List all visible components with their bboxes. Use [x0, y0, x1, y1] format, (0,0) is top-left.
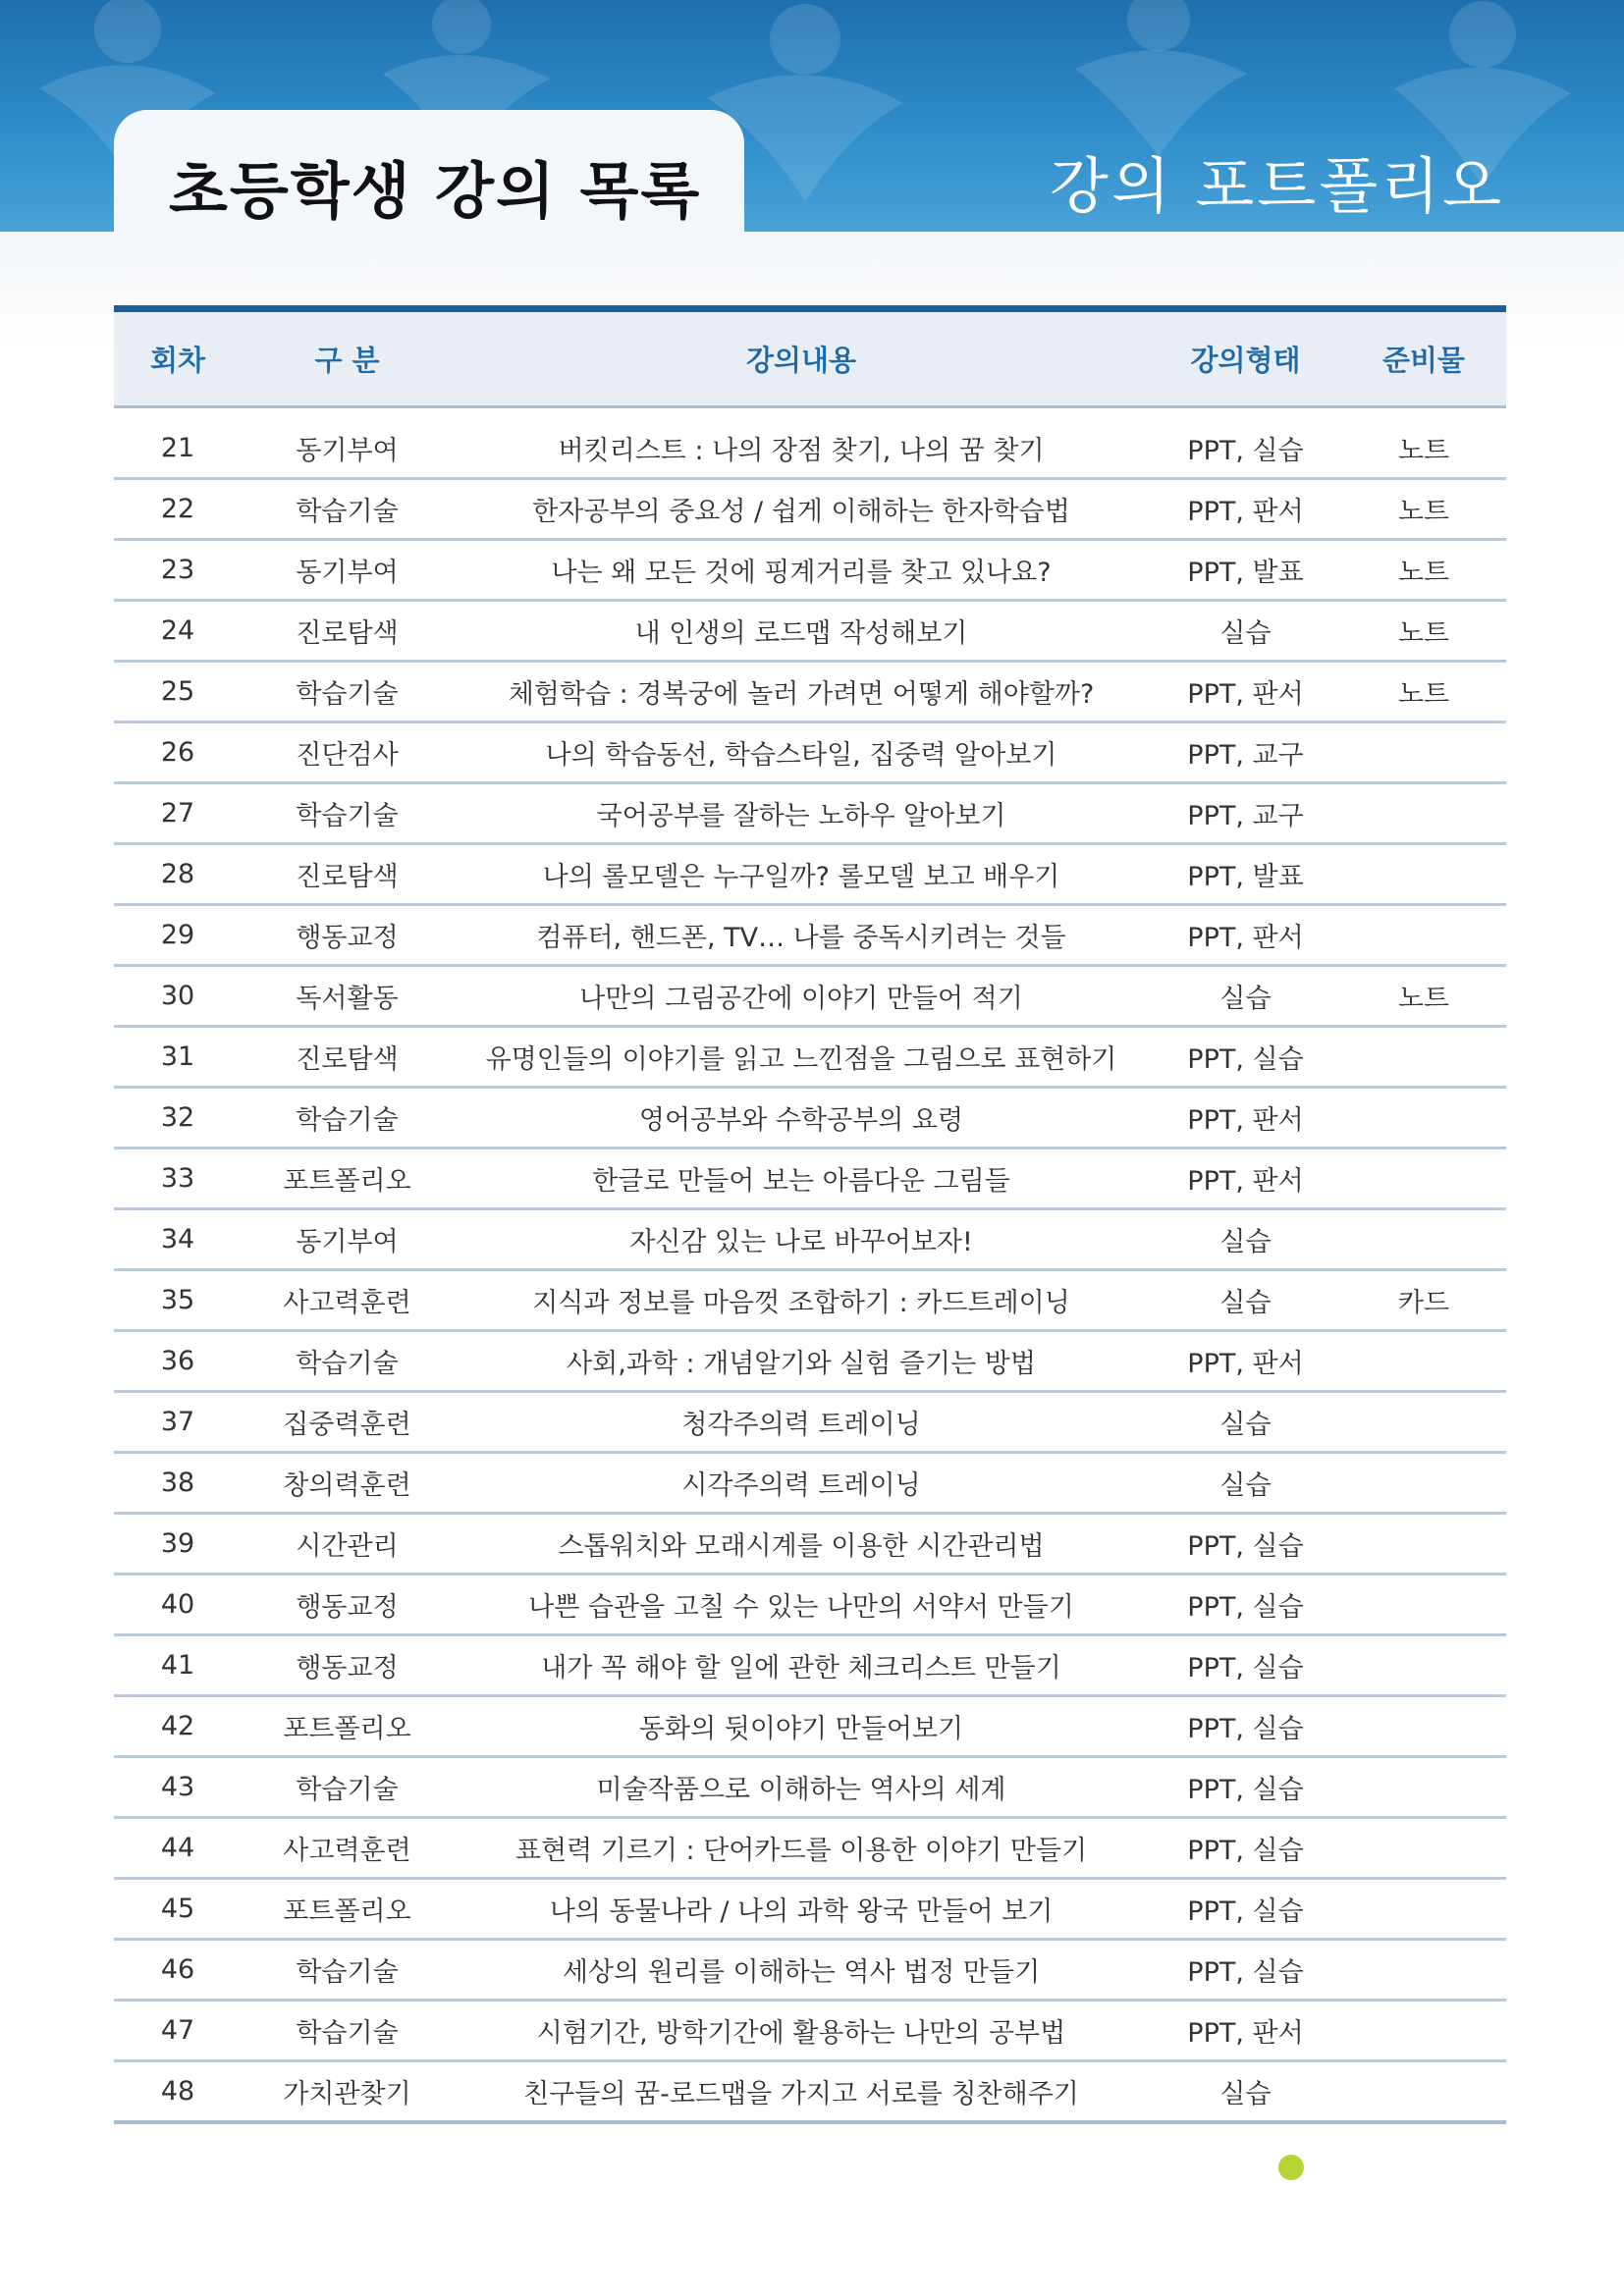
cell-format: 실습: [1150, 1453, 1341, 1514]
cell-category: 집중력훈련: [242, 1392, 453, 1453]
cell-materials: [1341, 1088, 1506, 1148]
cell-content: 나만의 그림공간에 이야기 만들어 적기: [453, 966, 1150, 1027]
cell-format: 실습: [1150, 1209, 1341, 1270]
column-header-format: 강의형태: [1150, 312, 1341, 407]
cell-session: 35: [114, 1270, 242, 1331]
table-row: [114, 1940, 1506, 2001]
cell-materials: [1341, 1696, 1506, 1757]
cell-session: 40: [114, 1575, 242, 1635]
table-row: [114, 905, 1506, 966]
table-row: [114, 1331, 1506, 1392]
cell-materials: [1341, 1209, 1506, 1270]
cell-format: PPT, 판서: [1150, 1148, 1341, 1209]
cell-content: 지식과 정보를 마음껏 조합하기 : 카드트레이닝: [453, 1270, 1150, 1331]
cell-materials: [1341, 1940, 1506, 2001]
table-row: [114, 601, 1506, 662]
cell-category: 시간관리: [242, 1514, 453, 1575]
cell-content: 청각주의력 트레이닝: [453, 1392, 1150, 1453]
cell-format: PPT, 실습: [1150, 1940, 1341, 2001]
cell-format: PPT, 판서: [1150, 2001, 1341, 2061]
cell-category: 포트폴리오: [242, 1696, 453, 1757]
cell-session: 30: [114, 966, 242, 1027]
cell-category: 동기부여: [242, 1209, 453, 1270]
cell-category: 학습기술: [242, 662, 453, 722]
cell-format: PPT, 실습: [1150, 1575, 1341, 1635]
cell-category: 동기부여: [242, 540, 453, 601]
cell-content: 국어공부를 잘하는 노하우 알아보기: [453, 783, 1150, 844]
cell-session: 34: [114, 1209, 242, 1270]
cell-session: 27: [114, 783, 242, 844]
cell-format: PPT, 판서: [1150, 479, 1341, 540]
cell-content: 세상의 원리를 이해하는 역사 법정 만들기: [453, 1940, 1150, 2001]
cell-category: 행동교정: [242, 1635, 453, 1696]
cell-session: 37: [114, 1392, 242, 1453]
cell-content: 나쁜 습관을 고칠 수 있는 나만의 서약서 만들기: [453, 1575, 1150, 1635]
cell-category: 행동교정: [242, 905, 453, 966]
cell-session: 36: [114, 1331, 242, 1392]
cell-category: 포트폴리오: [242, 1879, 453, 1940]
cell-materials: [1341, 1575, 1506, 1635]
cell-session: 33: [114, 1148, 242, 1209]
cell-format: 실습: [1150, 966, 1341, 1027]
cell-session: 21: [114, 419, 242, 479]
cell-materials: 카드: [1341, 1270, 1506, 1331]
cell-content: 나의 롤모델은 누구일까? 롤모델 보고 배우기: [453, 844, 1150, 905]
cell-session: 39: [114, 1514, 242, 1575]
table-row: [114, 1088, 1506, 1148]
table-header-row: [114, 312, 1506, 407]
column-header-content: 강의내용: [453, 312, 1150, 407]
cell-materials: 노트: [1341, 419, 1506, 479]
cell-materials: [1341, 1757, 1506, 1818]
cell-format: PPT, 판서: [1150, 1331, 1341, 1392]
cell-format: PPT, 실습: [1150, 1879, 1341, 1940]
cell-category: 학습기술: [242, 1331, 453, 1392]
table-row: [114, 722, 1506, 783]
section-title: 강의 포트폴리오: [1050, 150, 1504, 222]
cell-format: PPT, 판서: [1150, 905, 1341, 966]
cell-session: 43: [114, 1757, 242, 1818]
cell-category: 진로탐색: [242, 1027, 453, 1088]
table-row: [114, 1148, 1506, 1209]
table-row: [114, 966, 1506, 1027]
cell-content: 나의 동물나라 / 나의 과학 왕국 만들어 보기: [453, 1879, 1150, 1940]
cell-format: PPT, 판서: [1150, 662, 1341, 722]
table-row: [114, 540, 1506, 601]
cell-content: 나의 학습동선, 학습스타일, 집중력 알아보기: [453, 722, 1150, 783]
accent-dot: [1278, 2155, 1304, 2180]
cell-format: PPT, 실습: [1150, 1818, 1341, 1879]
table-row: [114, 1696, 1506, 1757]
cell-content: 사회,과학 : 개념알기와 실험 즐기는 방법: [453, 1331, 1150, 1392]
cell-format: PPT, 실습: [1150, 1757, 1341, 1818]
cell-materials: [1341, 1331, 1506, 1392]
table-row: [114, 1575, 1506, 1635]
cell-format: PPT, 실습: [1150, 1696, 1341, 1757]
cell-content: 체험학습 : 경복궁에 놀러 가려면 어떻게 해야할까?: [453, 662, 1150, 722]
cell-materials: [1341, 1027, 1506, 1088]
table-row: [114, 2061, 1506, 2123]
cell-materials: [1341, 1879, 1506, 1940]
cell-category: 학습기술: [242, 783, 453, 844]
cell-session: 31: [114, 1027, 242, 1088]
cell-content: 나는 왜 모든 것에 핑계거리를 찾고 있나요?: [453, 540, 1150, 601]
cell-materials: [1341, 1514, 1506, 1575]
cell-session: 24: [114, 601, 242, 662]
title-tab: [114, 110, 744, 238]
cell-materials: [1341, 722, 1506, 783]
cell-materials: 노트: [1341, 601, 1506, 662]
cell-content: 동화의 뒷이야기 만들어보기: [453, 1696, 1150, 1757]
cell-content: 한글로 만들어 보는 아름다운 그림들: [453, 1148, 1150, 1209]
cell-session: 22: [114, 479, 242, 540]
cell-category: 학습기술: [242, 1757, 453, 1818]
page-title: 초등학생 강의 목록: [169, 155, 702, 227]
table-row: [114, 419, 1506, 479]
cell-content: 스톱워치와 모래시계를 이용한 시간관리법: [453, 1514, 1150, 1575]
cell-session: 42: [114, 1696, 242, 1757]
table-row: [114, 1514, 1506, 1575]
cell-category: 독서활동: [242, 966, 453, 1027]
table-row: [114, 1757, 1506, 1818]
cell-session: 28: [114, 844, 242, 905]
cell-content: 시험기간, 방학기간에 활용하는 나만의 공부법: [453, 2001, 1150, 2061]
table-row: [114, 1209, 1506, 1270]
cell-materials: 노트: [1341, 479, 1506, 540]
cell-category: 행동교정: [242, 1575, 453, 1635]
table-body: [114, 419, 1506, 2122]
cell-session: 29: [114, 905, 242, 966]
cell-session: 25: [114, 662, 242, 722]
cell-format: PPT, 발표: [1150, 844, 1341, 905]
cell-content: 한자공부의 중요성 / 쉽게 이해하는 한자학습법: [453, 479, 1150, 540]
cell-session: 48: [114, 2061, 242, 2123]
cell-format: PPT, 실습: [1150, 419, 1341, 479]
table-top-rule: [114, 305, 1506, 312]
table-row: [114, 783, 1506, 844]
cell-content: 컴퓨터, 핸드폰, TV… 나를 중독시키려는 것들: [453, 905, 1150, 966]
cell-format: PPT, 발표: [1150, 540, 1341, 601]
cell-format: PPT, 판서: [1150, 1088, 1341, 1148]
table-row: [114, 2001, 1506, 2061]
cell-category: 학습기술: [242, 1088, 453, 1148]
cell-content: 버킷리스트 : 나의 장점 찾기, 나의 꿈 찾기: [453, 419, 1150, 479]
cell-category: 학습기술: [242, 2001, 453, 2061]
cell-materials: [1341, 2001, 1506, 2061]
cell-format: 실습: [1150, 601, 1341, 662]
table-row: [114, 662, 1506, 722]
cell-category: 사고력훈련: [242, 1818, 453, 1879]
table-row: [114, 1818, 1506, 1879]
cell-content: 유명인들의 이야기를 읽고 느낀점을 그림으로 표현하기: [453, 1027, 1150, 1088]
cell-session: 26: [114, 722, 242, 783]
cell-format: PPT, 교구: [1150, 783, 1341, 844]
cell-materials: [1341, 905, 1506, 966]
table-row: [114, 1453, 1506, 1514]
cell-materials: [1341, 1148, 1506, 1209]
cell-materials: 노트: [1341, 966, 1506, 1027]
cell-format: PPT, 실습: [1150, 1635, 1341, 1696]
cell-session: 44: [114, 1818, 242, 1879]
cell-format: PPT, 실습: [1150, 1514, 1341, 1575]
cell-materials: [1341, 844, 1506, 905]
cell-materials: [1341, 1818, 1506, 1879]
cell-content: 표현력 기르기 : 단어카드를 이용한 이야기 만들기: [453, 1818, 1150, 1879]
cell-format: 실습: [1150, 1392, 1341, 1453]
cell-category: 진로탐색: [242, 601, 453, 662]
cell-category: 창의력훈련: [242, 1453, 453, 1514]
lecture-table: [114, 305, 1506, 2124]
cell-category: 학습기술: [242, 479, 453, 540]
cell-category: 학습기술: [242, 1940, 453, 2001]
cell-session: 38: [114, 1453, 242, 1514]
cell-content: 내가 꼭 해야 할 일에 관한 체크리스트 만들기: [453, 1635, 1150, 1696]
cell-materials: 노트: [1341, 540, 1506, 601]
cell-session: 45: [114, 1879, 242, 1940]
cell-content: 시각주의력 트레이닝: [453, 1453, 1150, 1514]
cell-format: PPT, 실습: [1150, 1027, 1341, 1088]
column-header-materials: 준비물: [1341, 312, 1506, 407]
column-header-session: 회차: [114, 312, 242, 407]
cell-materials: [1341, 1453, 1506, 1514]
cell-category: 진로탐색: [242, 844, 453, 905]
cell-category: 동기부여: [242, 419, 453, 479]
cell-materials: 노트: [1341, 662, 1506, 722]
table-row: [114, 1270, 1506, 1331]
table-row: [114, 844, 1506, 905]
cell-format: 실습: [1150, 2061, 1341, 2123]
cell-format: PPT, 교구: [1150, 722, 1341, 783]
cell-content: 친구들의 꿈-로드맵을 가지고 서로를 칭찬해주기: [453, 2061, 1150, 2123]
table-row: [114, 1879, 1506, 1940]
table-row: [114, 479, 1506, 540]
cell-content: 영어공부와 수학공부의 요령: [453, 1088, 1150, 1148]
cell-materials: [1341, 1392, 1506, 1453]
cell-category: 진단검사: [242, 722, 453, 783]
cell-category: 가치관찾기: [242, 2061, 453, 2123]
cell-session: 41: [114, 1635, 242, 1696]
cell-session: 32: [114, 1088, 242, 1148]
cell-content: 내 인생의 로드맵 작성해보기: [453, 601, 1150, 662]
cell-category: 포트폴리오: [242, 1148, 453, 1209]
cell-session: 23: [114, 540, 242, 601]
cell-content: 자신감 있는 나로 바꾸어보자!: [453, 1209, 1150, 1270]
table-row: [114, 1027, 1506, 1088]
cell-category: 사고력훈련: [242, 1270, 453, 1331]
table-row: [114, 1392, 1506, 1453]
column-header-category: 구 분: [242, 312, 453, 407]
cell-session: 47: [114, 2001, 242, 2061]
cell-format: 실습: [1150, 1270, 1341, 1331]
table-row: [114, 1635, 1506, 1696]
cell-content: 미술작품으로 이해하는 역사의 세계: [453, 1757, 1150, 1818]
cell-materials: [1341, 2061, 1506, 2123]
cell-session: 46: [114, 1940, 242, 2001]
cell-materials: [1341, 1635, 1506, 1696]
cell-materials: [1341, 783, 1506, 844]
